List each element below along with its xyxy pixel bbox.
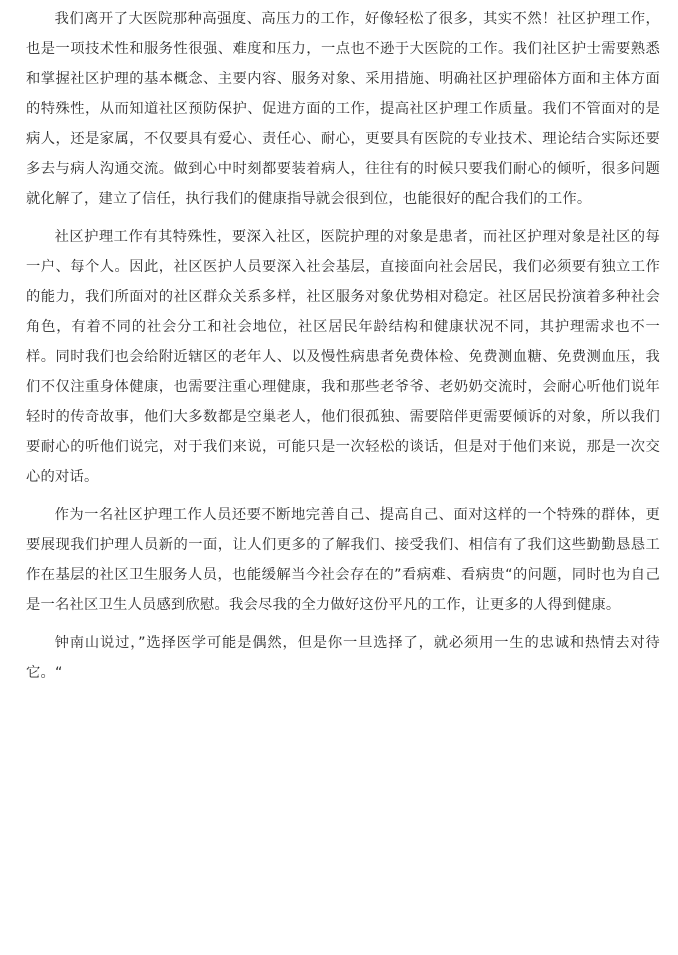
paragraph-4: 钟南山说过，”选择医学可能是偶然，但是你一旦选择了，就必须用一生的忠诚和热情去对待它。“: [26, 635, 660, 681]
paragraph-3: 作为一名社区护理工作人员还要不断地完善自己、提高自己、面对这样的一个特殊的群体，更要展现我们护理人员新的一面，让人们更多的了解我们、接受我们、相信有了我们这些勤勤恳恳工作在基层的社区卫生服务人员，也能缓解当今社会存在的”看病难、看病贵“的问题，同时也为自己是一名社区卫生人员感到欣慰。我会尽我的全力做好这份平凡的工作，让更多的人得到健康。: [26, 507, 660, 613]
paragraph-2: 社区护理工作有其特殊性，要深入社区，医院护理的对象是患者，而社区护理对象是社区的每一户、每个人。因此，社区医护人员要深入社会基层，直接面向社会居民，我们必须要有独立工作的能力，我们所面对的社区群众关系多样，社区服务对象优势相对稳定。社区居民扮演着多种社会角色，有着不同的社会分工和社会地位，社区居民年龄结构和健康状况不同，其护理需求也不一样。同时我们也会给附近辖区的老年人、以及慢性病患者免费体检、免费测血糖、免费测血压，我们不仅注重身体健康，也需要注重心理健康，我和那些老爷爷、老奶奶交流时，会耐心听他们说年轻时的传奇故事，他们大多数都是空巢老人，他们很孤独、需要陪伴更需要倾诉的对象，所以我们要耐心的听他们说完，对于我们来说，可能只是一次轻松的谈话，但是对于他们来说，那是一次交心的对话。: [26, 229, 660, 485]
paragraph-1: 我们离开了大医院那种高强度、高压力的工作，好像轻松了很多，其实不然！社区护理工作，也是一项技术性和服务性很强、难度和压力，一点也不逊于大医院的工作。我们社区护士需要熟悉和掌握社区护理的基本概念、主要内容、服务对象、采用措施、明确社区护理硲体方面和主体方面的特殊性，从而知道社区预防保护、促进方面的工作，提高社区护理工作质量。我们不管面对的是病人，还是家属，不仅要具有爱心、责任心、耐心，更要具有医院的专业技术、理论结合实际还要多去与病人沟通交流。做到心中时刻都要装着病人，往往有的时候只要我们耐心的倾听，很多问题就化解了，建立了信任，执行我们的健康指导就会很到位，也能很好的配合我们的工作。: [26, 11, 660, 207]
